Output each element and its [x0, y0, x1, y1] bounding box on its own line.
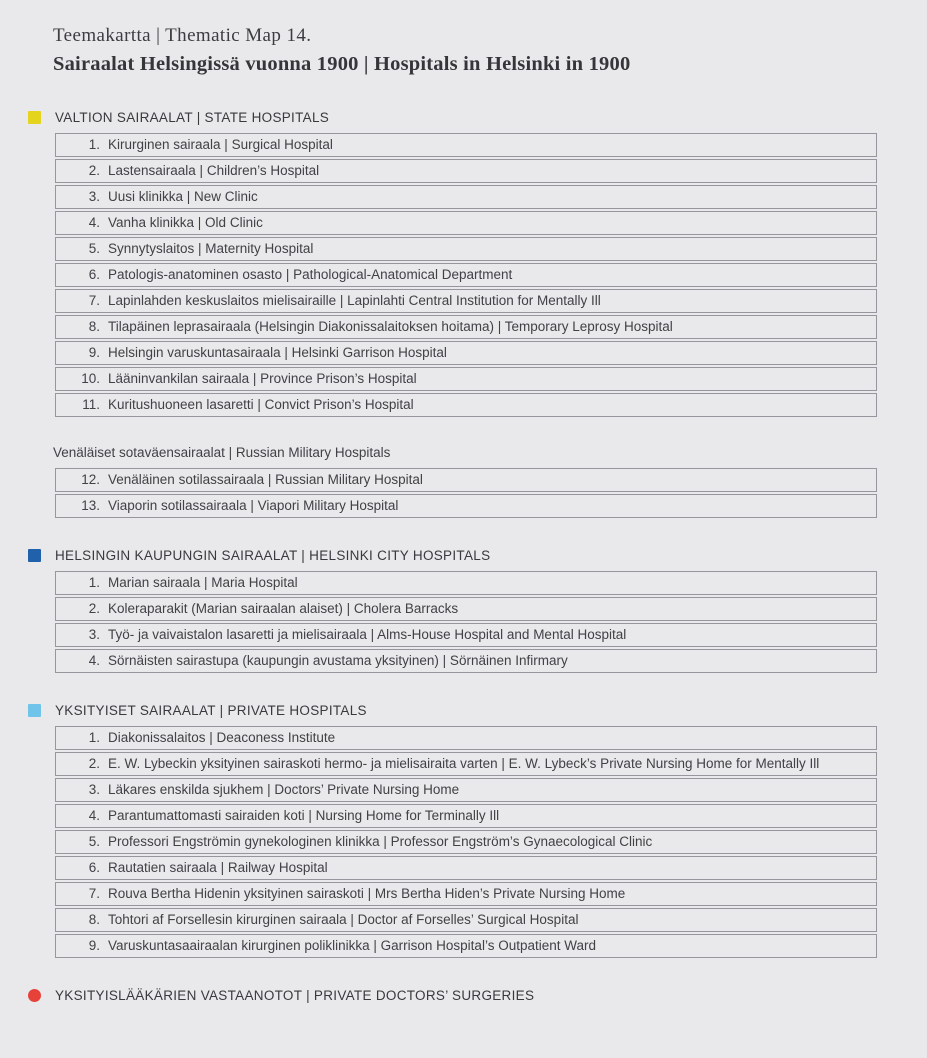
section-title: YKSITYISET SAIRAALAT | PRIVATE HOSPITALS	[55, 702, 367, 718]
row-label: Työ- ja vaivaistalon lasaretti ja mielisairaala | Alms-House Hospital and Mental Hospital	[108, 627, 627, 643]
row-label: Koleraparakit (Marian sairaalan alaiset) | Cholera Barracks	[108, 601, 459, 617]
row-number: 6.	[88, 860, 100, 876]
row-label: Diakonissalaitos | Deaconess Institute	[108, 730, 336, 746]
state-hospitals-table	[55, 133, 877, 417]
row-number: 9.	[88, 938, 100, 954]
table-row	[55, 778, 877, 802]
table-row	[55, 263, 877, 287]
blue-square-icon	[28, 549, 41, 562]
table-row	[55, 133, 877, 157]
table-row	[55, 468, 877, 492]
table-row	[55, 830, 877, 854]
row-label: Professori Engströmin gynekologinen klinikka | Professor Engström’s Gynaecological Clinic	[108, 834, 653, 850]
section-header-private-hospitals	[28, 703, 927, 718]
city-hospitals-table	[55, 571, 877, 673]
row-number: 12.	[81, 472, 100, 488]
row-number: 2.	[88, 163, 100, 179]
row-label: Läkares enskilda sjukhem | Doctors’ Private Nursing Home	[108, 782, 460, 798]
row-label: Sörnäisten sairastupa (kaupungin avustama yksityinen) | Sörnäinen Infirmary	[108, 653, 568, 669]
row-label: Uusi klinikka | New Clinic	[108, 189, 258, 205]
section-header-private-doctors-surgeries	[28, 988, 927, 1003]
row-label: Kuritushuoneen lasaretti | Convict Prison’s Hospital	[108, 397, 414, 413]
row-number: 11.	[82, 397, 100, 413]
row-number: 9.	[88, 345, 100, 361]
table-row	[55, 908, 877, 932]
section-header-city-hospitals	[28, 548, 927, 563]
section-header-state-hospitals	[28, 110, 927, 125]
table-row	[55, 393, 877, 417]
table-row	[55, 623, 877, 647]
section-title: YKSITYISLÄÄKÄRIEN VASTAANOTOT | PRIVATE DOCTORS’ SURGERIES	[55, 987, 535, 1003]
row-label: Venäläinen sotilassairaala | Russian Military Hospital	[108, 472, 423, 488]
row-label: E. W. Lybeckin yksityinen sairaskoti hermo- ja mielisairaita varten | E. W. Lybeck’s Private Nursing Home for Mentally Ill	[108, 756, 820, 772]
row-number: 10.	[81, 371, 100, 387]
row-number: 2.	[88, 601, 100, 617]
row-label: Synnytyslaitos | Maternity Hospital	[108, 241, 314, 257]
row-label: Tilapäinen leprasairaala (Helsingin Diakonissalaitoksen hoitama) | Temporary Leprosy Hospital	[108, 319, 673, 335]
table-row	[55, 315, 877, 339]
row-number: 13.	[81, 498, 100, 514]
map-series-title: Teemakartta | Thematic Map 14.	[53, 25, 312, 46]
page-header	[53, 0, 927, 76]
row-label: Viaporin sotilassairaala | Viapori Military Hospital	[108, 498, 399, 514]
table-row	[55, 934, 877, 958]
table-row	[55, 185, 877, 209]
light-blue-square-icon	[28, 704, 41, 717]
row-number: 8.	[88, 319, 100, 335]
row-label: Lääninvankilan sairaala | Province Prison’s Hospital	[108, 371, 417, 387]
section-title: VALTION SAIRAALAT | STATE HOSPITALS	[55, 109, 330, 125]
row-label: Parantumattomasti sairaiden koti | Nursing Home for Terminally Ill	[108, 808, 500, 824]
section-title: HELSINGIN KAUPUNGIN SAIRAALAT | HELSINKI CITY HOSPITALS	[55, 547, 491, 563]
row-label: Vanha klinikka | Old Clinic	[108, 215, 263, 231]
row-number: 1.	[88, 575, 100, 591]
table-row	[55, 571, 877, 595]
subsection-title-russian-military: Venäläiset sotaväensairaalat | Russian Military Hospitals	[53, 444, 391, 460]
row-number: 1.	[88, 137, 100, 153]
table-row	[55, 289, 877, 313]
row-label: Kirurginen sairaala | Surgical Hospital	[108, 137, 333, 153]
table-row	[55, 211, 877, 235]
row-number: 5.	[88, 241, 100, 257]
row-label: Lastensairaala | Children’s Hospital	[108, 163, 320, 179]
table-row	[55, 804, 877, 828]
row-label: Marian sairaala | Maria Hospital	[108, 575, 298, 591]
row-label: Rautatien sairaala | Railway Hospital	[108, 860, 328, 876]
table-row	[55, 597, 877, 621]
row-number: 8.	[88, 912, 100, 928]
row-label: Varuskuntasaairaalan kirurginen poliklinikka | Garrison Hospital’s Outpatient Ward	[108, 938, 596, 954]
row-number: 7.	[88, 293, 100, 309]
row-label: Helsingin varuskuntasairaala | Helsinki Garrison Hospital	[108, 345, 447, 361]
table-row	[55, 237, 877, 261]
red-circle-icon	[28, 989, 41, 1002]
row-number: 5.	[88, 834, 100, 850]
row-number: 4.	[88, 653, 100, 669]
table-row	[55, 649, 877, 673]
row-number: 1.	[88, 730, 100, 746]
row-number: 6.	[88, 267, 100, 283]
row-number: 4.	[88, 215, 100, 231]
russian-military-table	[55, 468, 877, 518]
yellow-square-icon	[28, 111, 41, 124]
row-number: 3.	[88, 782, 100, 798]
row-number: 3.	[88, 627, 100, 643]
table-row	[55, 882, 877, 906]
private-hospitals-table	[55, 726, 877, 958]
row-label: Patologis-anatominen osasto | Pathological-Anatomical Department	[108, 267, 513, 283]
table-row	[55, 856, 877, 880]
table-row	[55, 367, 877, 391]
table-row	[55, 494, 877, 518]
table-row	[55, 752, 877, 776]
row-label: Rouva Bertha Hidenin yksityinen sairaskoti | Mrs Bertha Hiden’s Private Nursing Home	[108, 886, 626, 902]
table-row	[55, 341, 877, 365]
page-title: Sairaalat Helsingissä vuonna 1900 | Hospitals in Helsinki in 1900	[53, 52, 631, 75]
table-row	[55, 159, 877, 183]
row-label: Tohtori af Forsellesin kirurginen sairaala | Doctor af Forselles’ Surgical Hospital	[108, 912, 579, 928]
row-number: 3.	[88, 189, 100, 205]
row-number: 4.	[88, 808, 100, 824]
row-number: 7.	[88, 886, 100, 902]
table-row	[55, 726, 877, 750]
row-number: 2.	[88, 756, 100, 772]
row-label: Lapinlahden keskuslaitos mielisairaille | Lapinlahti Central Institution for Mentally Ill	[108, 293, 601, 309]
